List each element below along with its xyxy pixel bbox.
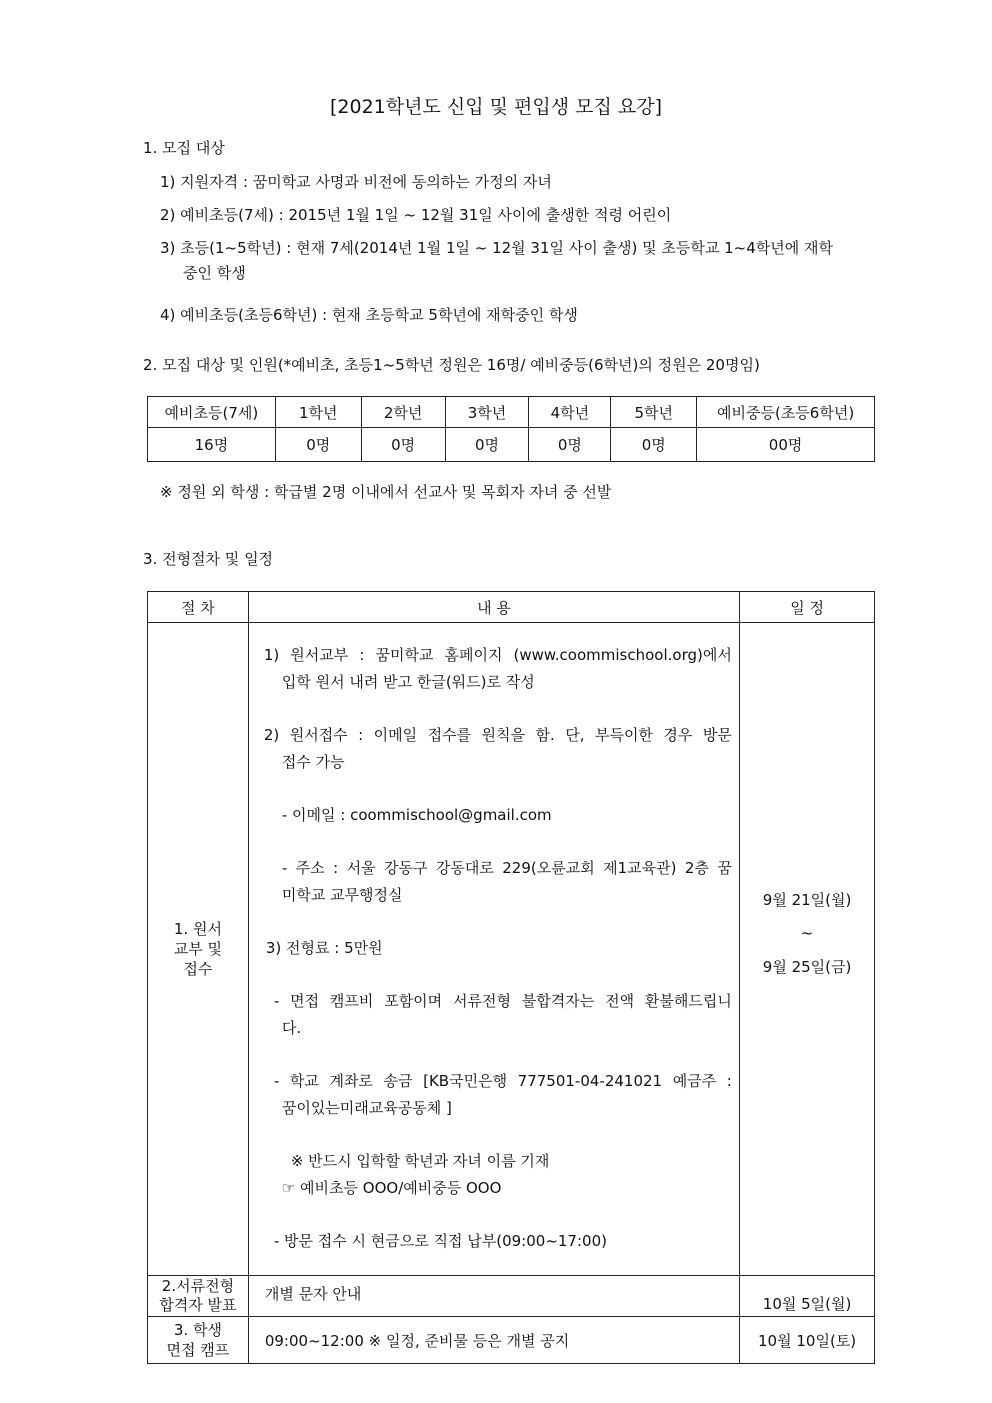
content-cell: 개별 문자 안내: [248, 1276, 739, 1317]
step-line: 합격자 발표: [159, 1296, 237, 1314]
step-cell: [148, 1276, 249, 1317]
content-line: 입학 원서 내려 받고 한글(워드)로 작성: [281, 673, 535, 691]
step-line: 2.서류전형: [161, 1277, 235, 1295]
content-cell: 09:00~12:00 ※ 일정, 준비물 등은 개별 공지: [248, 1317, 739, 1364]
content-line: - 면접 캠프비 포함이며 서류전형 불합격자는 전액 환불해드립니: [273, 992, 732, 1010]
quota-header: 2학년: [361, 397, 445, 428]
content-line: - 학교 계좌로 송금 [KB국민은행 777501-04-241021 예금주 :: [273, 1072, 732, 1090]
content-line: - 주소 : 서울 강동구 강동대로 229(오륜교회 제1교육관) 2층 꿈: [281, 859, 732, 877]
step-line: 1. 원서: [173, 920, 222, 938]
quota-header: 예비중등(초등6학년): [697, 397, 875, 428]
schedule-line: 9월 25일(금): [762, 958, 852, 976]
schedule-header-step: 절 차: [148, 592, 249, 623]
step-line: 3. 학생: [173, 1321, 222, 1339]
quota-header: 5학년: [611, 397, 697, 428]
quota-value: 0명: [275, 428, 361, 462]
schedule-header-content: 내 용: [248, 592, 739, 623]
content-line: 3) 전형료 : 5만원: [265, 939, 383, 957]
quota-header-row: [148, 397, 875, 428]
content-line: 1) 원서교부 : 꿈미학교 홈페이지 (www.coommischool.org)에서: [263, 646, 732, 664]
schedule-cell: [740, 623, 875, 1276]
section1-item-4: 4) 예비초등(초등6학년) : 현재 초등학교 5학년에 재학중인 학생: [160, 306, 578, 324]
quota-value: 0명: [445, 428, 529, 462]
schedule-cell: 10월 5일(월): [740, 1276, 875, 1317]
quota-value-row: [148, 428, 875, 462]
step-line: 접수: [183, 960, 213, 978]
schedule-cell: 10월 10일(토): [740, 1317, 875, 1364]
section1-item-2: 2) 예비초등(7세) : 2015년 1월 1일 ~ 12월 31일 사이에 출생한 적령 어린이: [160, 206, 672, 224]
section1-item-3-cont: 중인 학생: [183, 264, 246, 282]
schedule-header-row: [148, 592, 875, 623]
section1-heading: 1. 모집 대상: [143, 139, 225, 157]
content-line: 다.: [281, 1019, 302, 1037]
step-cell: [148, 623, 249, 1276]
schedule-row-application: [148, 623, 875, 1276]
content-line: 꿈이있는미래교육공동체 ]: [281, 1099, 452, 1117]
section1-item-3: 3) 초등(1~5학년) : 현재 7세(2014년 1월 1일 ~ 12월 31일 사이 출생) 및 초등학교 1~4학년에 재학: [160, 239, 833, 257]
section3-heading: 3. 전형절차 및 일정: [143, 550, 274, 568]
quota-header: 예비초등(7세): [148, 397, 276, 428]
quota-header: 1학년: [275, 397, 361, 428]
schedule-table: [147, 591, 875, 1364]
content-line: ☞ 예비초등 OOO/예비중등 OOO: [281, 1179, 502, 1197]
quota-value: 0명: [361, 428, 445, 462]
schedule-header-date: 일 정: [740, 592, 875, 623]
section2-heading: 2. 모집 대상 및 인원(*예비초, 초등1~5학년 정원은 16명/ 예비중등(6학년)의 정원은 20명임): [143, 356, 760, 374]
schedule-row-camp: [148, 1317, 875, 1364]
schedule-line: 9월 21일(월): [762, 891, 852, 909]
content-cell: [248, 623, 739, 1276]
quota-value: 0명: [611, 428, 697, 462]
quota-value: 16명: [148, 428, 276, 462]
content-line: 접수 가능: [281, 753, 345, 771]
quota-note: ※ 정원 외 학생 : 학급별 2명 이내에서 선교사 및 목회자 자녀 중 선발: [160, 483, 612, 501]
content-line: ※ 반드시 입학할 학년과 자녀 이름 기재: [290, 1152, 550, 1170]
step-cell: [148, 1317, 249, 1364]
quota-value: 0명: [529, 428, 611, 462]
quota-value: 00명: [697, 428, 875, 462]
schedule-row-result: [148, 1276, 875, 1317]
step-line: 교부 및: [173, 940, 223, 958]
step-line: 면접 캠프: [166, 1341, 230, 1359]
section1-item-1: 1) 지원자격 : 꿈미학교 사명과 비전에 동의하는 가정의 자녀: [160, 173, 552, 191]
schedule-line: ~: [800, 924, 814, 942]
content-line: 2) 원서접수 : 이메일 접수를 원칙을 함. 단, 부득이한 경우 방문: [263, 726, 732, 744]
content-line: 미학교 교무행정실: [281, 886, 403, 904]
document-title: [2021학년도 신입 및 편입생 모집 요강]: [330, 96, 662, 118]
quota-table: [147, 396, 875, 462]
quota-header: 3학년: [445, 397, 529, 428]
content-line: - 방문 접수 시 현금으로 직접 납부(09:00~17:00): [273, 1232, 607, 1250]
quota-header: 4학년: [529, 397, 611, 428]
content-line: - 이메일 : coommischool@gmail.com: [281, 806, 552, 824]
